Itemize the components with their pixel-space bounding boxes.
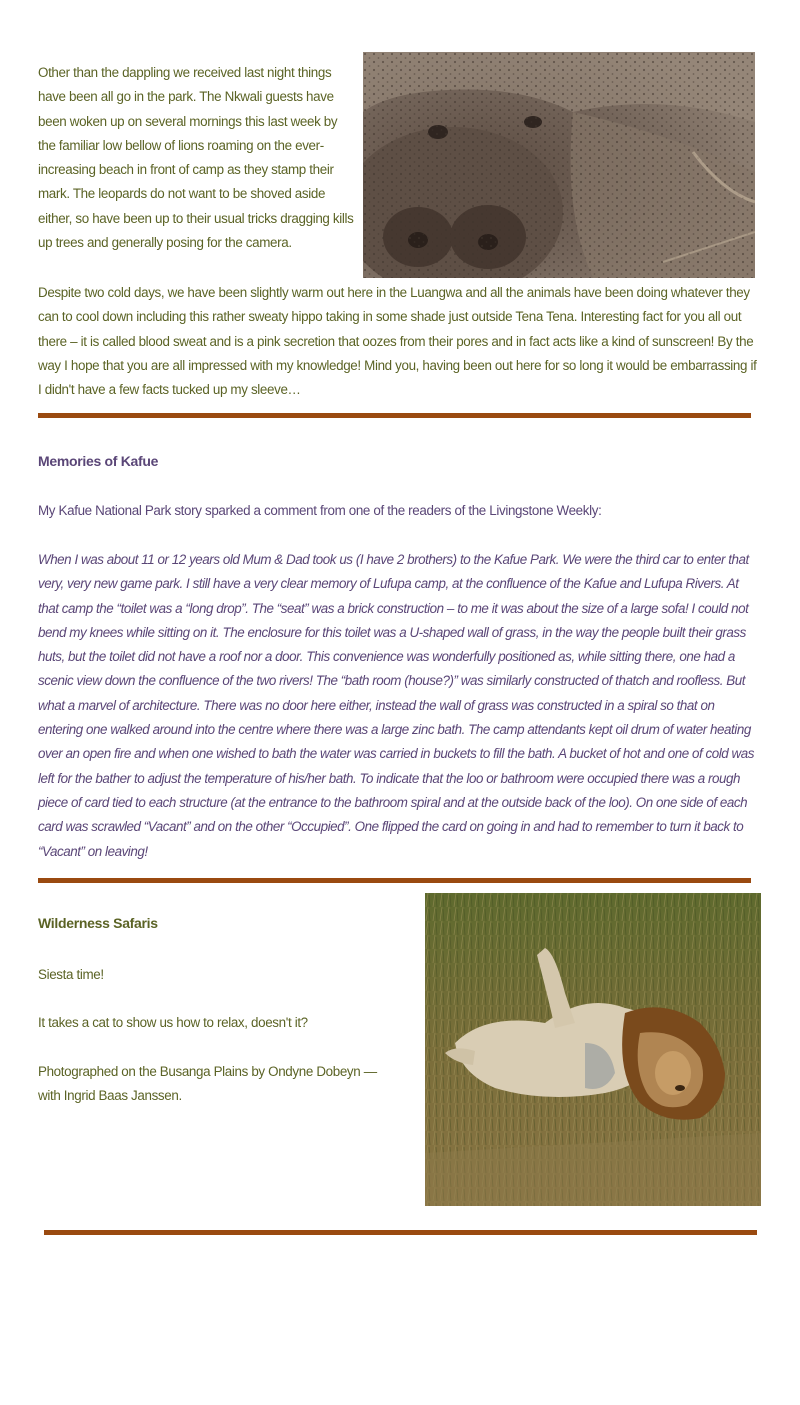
wilderness-line-siesta: Siesta time!	[38, 967, 104, 982]
section-divider	[38, 878, 751, 883]
section-divider	[38, 413, 751, 418]
hippo-photo	[363, 52, 755, 278]
kafue-heading: Memories of Kafue	[38, 453, 159, 469]
section-divider	[44, 1230, 757, 1235]
intro-paragraph-bottom: Despite two cold days, we have been slightly warm out here in the Luangwa and all the animals have been doing whatever they can to cool down including this rather sweaty hippo taking in some shade just outside Tena Tena. Interesting fact for you all out there – it is called blood sweat and is a pink secretion that oozes from their pores and in fact acts like a kind of sunscreen! By the way I hope that you are all impressed with my knowledge! Mind you, having been out here for so long it would be embarrassing if I didn't have a few facts tucked up my sleeve…	[38, 285, 757, 398]
intro-paragraph-top: Other than the dappling we received last night things have been all go in the park. The Nkwali guests have been woken up on several mornings this last week by the familiar low bellow of lions roaming on the ever-increasing beach in front of camp as they stamp their mark. The leopards do not want to be shoved aside either, so have been up to their usual tricks dragging kills up trees and generally posing for the camera.	[38, 65, 354, 251]
wilderness-heading: Wilderness Safaris	[38, 915, 158, 931]
kafue-quote: When I was about 11 or 12 years old Mum & Dad took us (I have 2 brothers) to the Kafue Park. We were the third car to enter that very, very new game park. I still have a very clear memory of Lufupa camp, at the confluence of the Kafue and Lufupa Rivers. At that camp the “toilet was a “long drop”. The “seat” was a brick construction – to me it was about the size of a large sofa! I could not bend my knees while sitting on it. The enclosure for this toilet was a U-shaped wall of grass, in the way the people built their grass huts, but the toilet did not have a roof nor a door. This convenience was wonderfully positioned as, while sitting there, one had a scenic view down the confluence of the two rivers! The “bath room (house?)” was similarly constructed of thatch and roofless. But what a marvel of architecture. There was no door here either, instead the wall of grass was constructed in a spiral so that on entering one walked around into the centre where there was a large zinc bath. The camp attendants kept oil drum of water heating over an open fire and when one wished to bath the water was carried in buckets to fill the bath. A bucket of hot and one of cold was left for the bather to adjust the temperature of his/her bath. To indicate that the loo or bathroom were occupied there was a rough piece of card tied to each structure (at the entrance to the bathroom spiral and at the outside back of the loo). On one side of each card was scrawled “Vacant” and on the other “Occupied”. One flipped the card on going in and had to remember to turn it back to “Vacant” on leaving!	[38, 552, 754, 859]
wilderness-line-cat: It takes a cat to show us how to relax, doesn't it?	[38, 1015, 308, 1030]
lion-photo	[425, 893, 761, 1206]
kafue-lead: My Kafue National Park story sparked a comment from one of the readers of the Livingstone Weekly:	[38, 503, 602, 518]
wilderness-photo-credit: Photographed on the Busanga Plains by Ondyne Dobeyn — with Ingrid Baas Janssen.	[38, 1064, 377, 1104]
